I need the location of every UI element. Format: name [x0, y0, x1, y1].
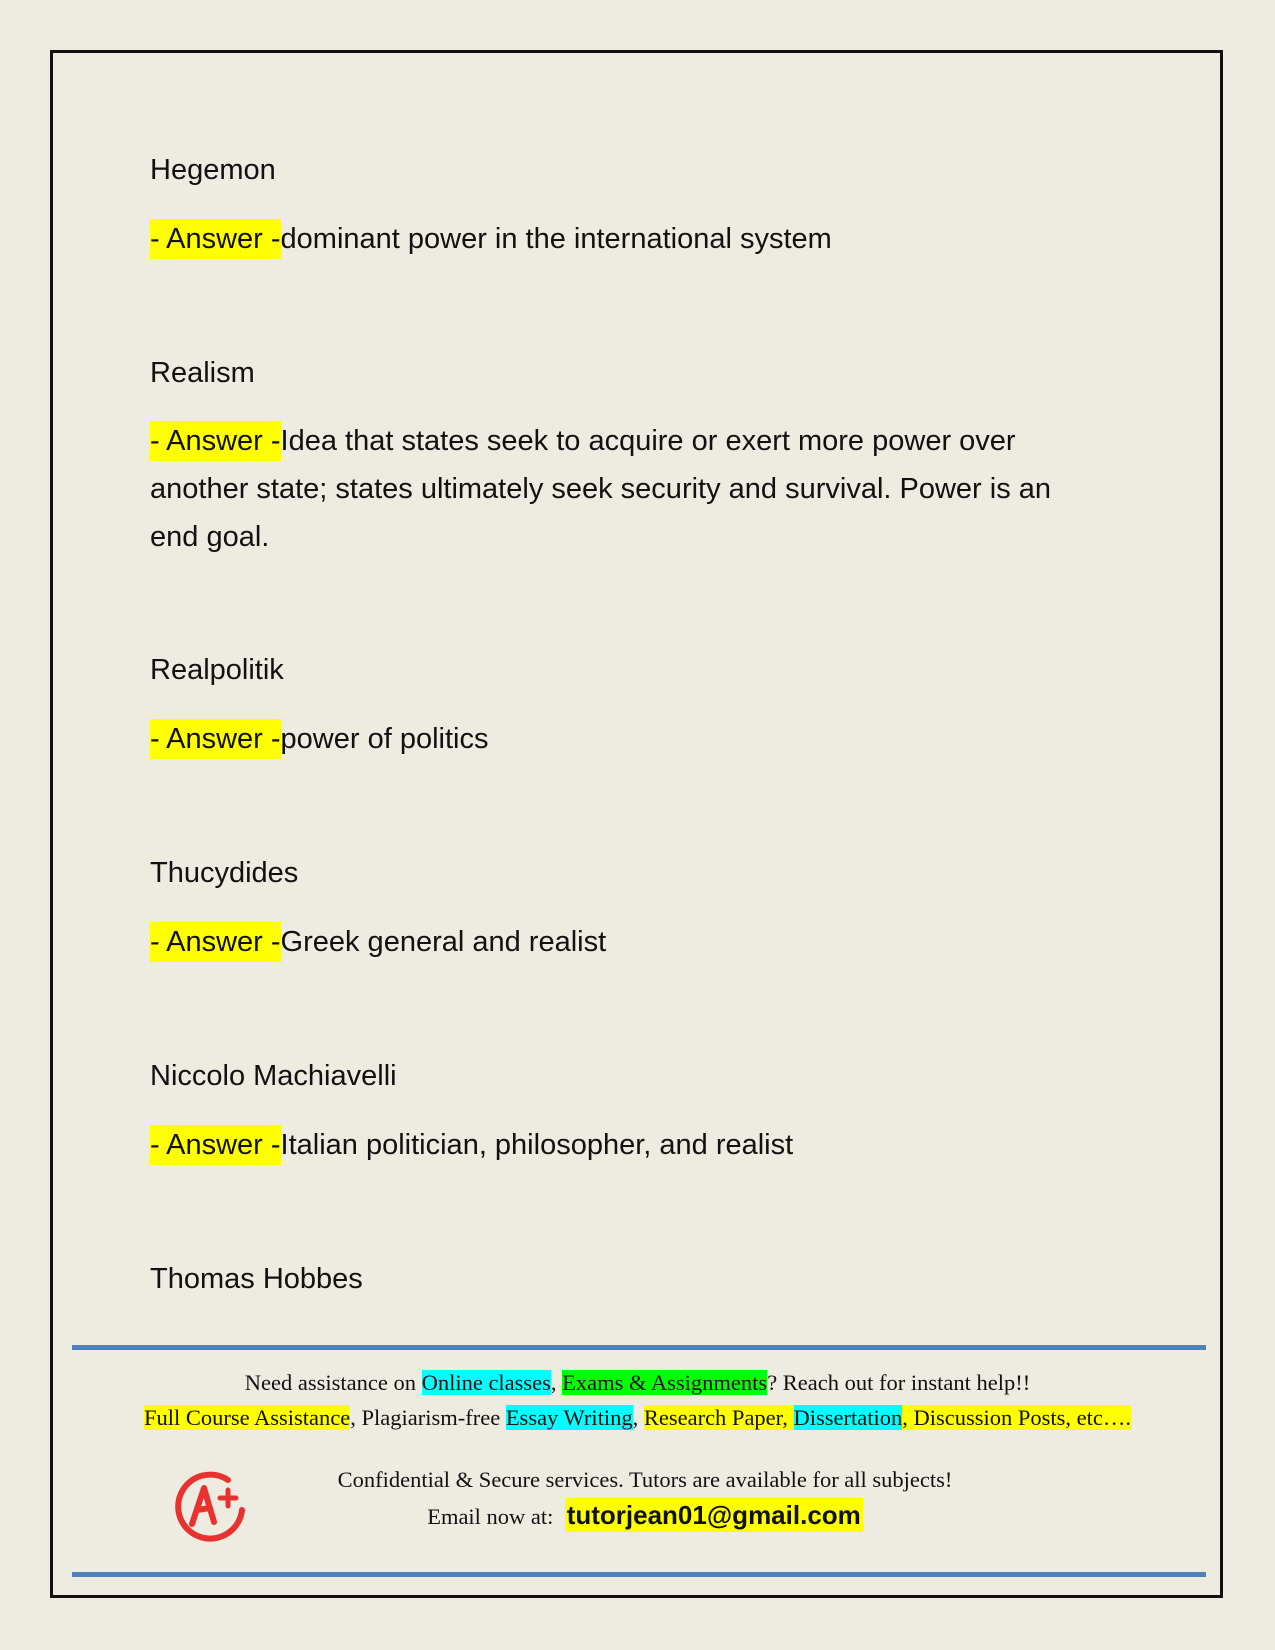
- a-plus-grade-icon: [170, 1466, 250, 1546]
- term-machiavelli: Niccolo Machiavelli: [150, 1060, 397, 1092]
- answer-text: Greek general and realist: [280, 926, 607, 958]
- answer-label: - Answer -: [150, 719, 281, 759]
- answer-label: - Answer -: [150, 922, 281, 962]
- research-highlight: Research Paper,: [643, 1405, 794, 1430]
- exams-highlight: Exams & Assignments: [562, 1370, 768, 1395]
- answer-label: - Answer -: [150, 421, 281, 461]
- footer-line-1: [60, 1370, 1215, 1396]
- footer-top-rule: [72, 1345, 1206, 1350]
- line2-sep2: ,: [632, 1405, 644, 1430]
- answer-thucydides: [150, 918, 1100, 966]
- footer-line-2: [60, 1405, 1215, 1431]
- essay-highlight: Essay Writing: [505, 1405, 633, 1430]
- line1-suffix: ? Reach out for instant help!!: [767, 1370, 1031, 1395]
- email-label: Email now at:: [427, 1504, 554, 1529]
- answer-text: Idea that states seek to acquire or exert more power over another state; states ultimately seek security and survival. Power is an end goal.: [150, 425, 1052, 553]
- online-classes-highlight: Online classes: [421, 1370, 551, 1395]
- answer-realpolitik: [150, 715, 1100, 763]
- line2-sep1: , Plagiarism-free: [350, 1405, 506, 1430]
- answer-text: dominant power in the international system: [280, 223, 832, 255]
- answer-label: - Answer -: [150, 219, 281, 259]
- footer-email-line: [270, 1500, 1020, 1531]
- footer-bottom-rule: [72, 1572, 1206, 1577]
- answer-hegemon: [150, 215, 1100, 263]
- line1-sep: ,: [550, 1370, 563, 1395]
- answer-text: power of politics: [280, 723, 489, 755]
- full-course-highlight: Full Course Assistance: [143, 1405, 351, 1430]
- term-thucydides: Thucydides: [150, 857, 299, 889]
- page-frame: [50, 50, 1223, 1598]
- footer-line-3: Confidential & Secure services. Tutors are available for all subjects!: [337, 1467, 953, 1492]
- term-hegemon: Hegemon: [150, 154, 276, 186]
- answer-realism: [150, 417, 1100, 561]
- answer-machiavelli: [150, 1121, 1100, 1169]
- answer-text: Italian politician, philosopher, and realist: [280, 1129, 794, 1161]
- dissertation-highlight: Dissertation: [793, 1405, 903, 1430]
- discussion-highlight: , Discussion Posts, etc….: [902, 1405, 1132, 1430]
- term-realism: Realism: [150, 357, 255, 389]
- email-link[interactable]: tutorjean01@gmail.com: [566, 1500, 861, 1530]
- line1-prefix: Need assistance on: [244, 1370, 422, 1395]
- term-realpolitik: Realpolitik: [150, 654, 284, 686]
- answer-label: - Answer -: [150, 1125, 281, 1165]
- term-hobbes: Thomas Hobbes: [150, 1263, 363, 1295]
